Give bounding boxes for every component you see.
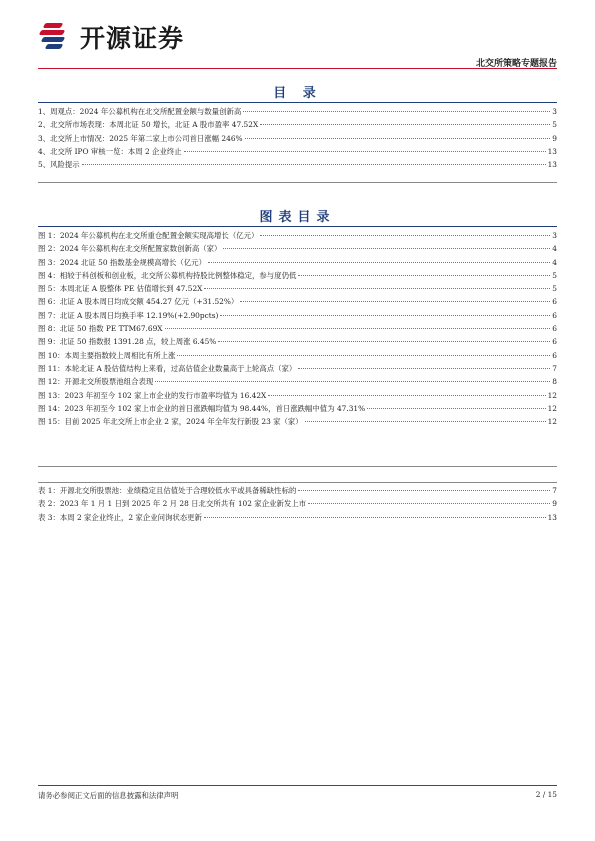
entry-page-number: 4	[552, 257, 557, 267]
dot-leader	[243, 111, 550, 112]
entry-page-number: 13	[547, 160, 557, 170]
entry-number: 图 15：	[38, 417, 65, 427]
entry-page-number: 5	[552, 270, 557, 280]
entry-number: 3、	[38, 133, 51, 143]
contents-list	[38, 106, 557, 172]
figure-entry[interactable]	[38, 257, 557, 270]
entry-title: 北证 50 指数报 1391.28 点，较上周涨 6.45%	[59, 337, 217, 347]
dot-leader	[223, 248, 550, 249]
entry-title: 本周 2 家企业终止，2 家企业问询状态更新	[59, 512, 202, 522]
entry-number: 图 13：	[38, 390, 65, 400]
entry-title: 北交所 IPO 审核一览：本周 2 企业终止	[50, 146, 182, 156]
entry-number: 图 5：	[38, 284, 60, 294]
entry-number: 4、	[38, 146, 51, 156]
figure-entry[interactable]	[38, 270, 557, 283]
dot-leader	[204, 288, 550, 289]
table-entry[interactable]	[38, 512, 557, 525]
entry-number: 图 9：	[38, 337, 60, 347]
entry-title: 相较于科创板和创业板，北交所公募机构持股比例整体稳定，参与度仍低	[59, 270, 297, 280]
header-divider	[38, 68, 557, 69]
entry-page-number: 6	[552, 350, 557, 360]
figures-title: 图表目录	[259, 210, 336, 225]
entry-page-number: 7	[552, 486, 557, 495]
dot-leader	[308, 503, 550, 504]
figure-entry[interactable]	[38, 390, 557, 403]
entry-number: 图 3：	[38, 257, 60, 267]
entry-page-number: 3	[552, 107, 557, 116]
figure-entry[interactable]	[38, 363, 557, 376]
entry-number: 图 10：	[38, 350, 65, 360]
figure-entry[interactable]	[38, 336, 557, 349]
entry-number: 表 2：	[38, 499, 60, 509]
dot-leader	[240, 301, 550, 302]
dot-leader	[367, 408, 545, 409]
figures-list	[38, 230, 557, 429]
entry-title: 目前 2025 年北交所上市企业 2 家，2024 年全年发行新股 23 家（家）	[64, 417, 303, 427]
entry-title: 北交所市场表现：本周北证 50 增长，北证 A 股市盈率 47.52X	[50, 120, 259, 130]
contents-top-rule	[38, 102, 557, 103]
entry-page-number: 9	[552, 133, 557, 143]
contents-title: 目 录	[273, 86, 322, 101]
figure-entry[interactable]	[38, 310, 557, 323]
dot-leader	[165, 328, 551, 329]
entry-number: 图 7：	[38, 310, 60, 320]
figure-entry[interactable]	[38, 283, 557, 296]
entry-title: 本周主要指数较上周相比有所上涨	[64, 350, 176, 360]
entry-page-number: 6	[552, 310, 557, 320]
entry-title: 开源北交所股票池组合表现	[64, 377, 154, 387]
entry-page-number: 6	[552, 337, 557, 347]
entry-number: 5、	[38, 160, 51, 170]
dot-leader	[260, 124, 550, 125]
dot-leader	[184, 151, 546, 152]
entry-number: 图 11：	[38, 363, 65, 373]
figure-entry[interactable]	[38, 350, 557, 363]
tables-list	[38, 485, 557, 525]
contents-entry[interactable]	[38, 106, 557, 119]
dot-leader	[298, 490, 550, 491]
dot-leader	[305, 421, 546, 422]
entry-page-number: 3	[552, 231, 557, 240]
entry-page-number: 12	[547, 417, 557, 427]
dot-leader	[177, 355, 550, 356]
dot-leader	[204, 517, 546, 518]
dot-leader	[268, 395, 545, 396]
entry-page-number: 12	[547, 403, 557, 413]
entry-title: 北证 A 股本周日均换手率 12.19%(+2.90pcts)	[59, 310, 219, 320]
entry-page-number: 12	[547, 390, 557, 400]
entry-number: 表 3：	[38, 512, 60, 522]
brand-logo	[38, 20, 228, 54]
entry-page-number: 5	[552, 120, 557, 130]
dot-leader	[245, 138, 551, 139]
dot-leader	[82, 164, 546, 165]
table-entry[interactable]	[38, 485, 557, 498]
dot-leader	[220, 315, 550, 316]
entry-page-number: 13	[547, 512, 557, 522]
entry-page-number: 9	[552, 499, 557, 509]
tables-top-rule	[38, 482, 557, 483]
page-indicator: 2 / 15	[535, 790, 557, 799]
table-entry[interactable]	[38, 498, 557, 511]
entry-number: 图 1：	[38, 231, 60, 240]
contents-entry[interactable]	[38, 159, 557, 172]
entry-number: 图 12：	[38, 377, 65, 387]
contents-entry[interactable]	[38, 119, 557, 132]
dot-leader	[260, 235, 550, 236]
footer-disclaimer: 请务必参阅正文后面的信息披露和法律声明	[38, 791, 179, 800]
figure-entry[interactable]	[38, 230, 557, 243]
entry-title: 开源北交所股票池：业绩稳定且估值处于合理较低水平或具备稀缺性标的	[59, 486, 297, 495]
entry-title: 风险提示	[50, 160, 80, 170]
entry-title: 2023 年 1 月 1 日到 2025 年 2 月 28 日北交所共有 102 家企业新发上市	[59, 499, 307, 509]
entry-title: 2024 年公募机构在北交所配置家数创新高（家）	[59, 244, 222, 254]
logo-mark-icon	[38, 20, 72, 54]
contents-entry[interactable]	[38, 133, 557, 146]
entry-title: 北证 A 股本周日均成交额 454.27 亿元（+31.52%）	[59, 297, 239, 307]
figure-entry[interactable]	[38, 403, 557, 416]
entry-title: 2023 年初至今 102 家上市企业的首日涨跌幅均值为 98.44%，首日涨跌幅中值为 47.31%	[64, 403, 366, 413]
entry-title: 周观点：2024 年公募机构在北交所配置金额与数量创新高	[50, 107, 242, 116]
entry-page-number: 7	[552, 363, 557, 373]
entry-number: 图 6：	[38, 297, 60, 307]
figures-top-rule	[38, 226, 557, 227]
entry-title: 2024 北证 50 指数基金规模高增长（亿元）	[59, 257, 206, 267]
footer-divider	[38, 785, 557, 786]
contents-entry[interactable]	[38, 146, 557, 159]
entry-page-number: 6	[552, 324, 557, 334]
entry-page-number: 8	[552, 377, 557, 387]
dot-leader	[155, 381, 550, 382]
contents-bottom-rule	[38, 182, 557, 183]
entry-number: 1、	[38, 107, 51, 116]
entry-title: 本轮北证 A 股估值结构上来看，过高估值企业数量高于上轮高点（家）	[64, 363, 297, 373]
entry-number: 图 8：	[38, 324, 60, 334]
dot-leader	[298, 368, 550, 369]
dot-leader	[298, 275, 550, 276]
entry-number: 2、	[38, 120, 51, 130]
figure-entry[interactable]	[38, 243, 557, 256]
entry-title: 2023 年初至今 102 家上市企业的发行市盈率均值为 16.42X	[64, 390, 267, 400]
report-type-label: 北交所策略专题报告	[475, 59, 557, 69]
dot-leader	[218, 341, 550, 342]
entry-page-number: 5	[552, 284, 557, 294]
entry-number: 图 2：	[38, 244, 60, 254]
dot-leader	[208, 262, 550, 263]
entry-title: 2024 年公募机构在北交所重仓配置金额实现高增长（亿元）	[59, 231, 259, 240]
figure-entry[interactable]	[38, 416, 557, 429]
entry-number: 图 4：	[38, 270, 60, 280]
brand-name: 开源证券	[80, 24, 185, 53]
entry-number: 表 1：	[38, 486, 60, 495]
entry-page-number: 4	[552, 244, 557, 254]
entry-page-number: 13	[547, 146, 557, 156]
entry-number: 图 14：	[38, 403, 65, 413]
entry-title: 本周北证 A 股整体 PE 估值增长到 47.52X	[59, 284, 203, 294]
figure-entry[interactable]	[38, 323, 557, 336]
entry-title: 北交所上市情况：2025 年第二家上市公司首日涨幅 246%	[50, 133, 243, 143]
figure-entry[interactable]	[38, 296, 557, 309]
figures-bottom-rule	[38, 466, 557, 467]
entry-title: 北证 50 指数 PE TTM67.69X	[59, 324, 163, 334]
entry-page-number: 6	[552, 297, 557, 307]
figure-entry[interactable]	[38, 376, 557, 389]
